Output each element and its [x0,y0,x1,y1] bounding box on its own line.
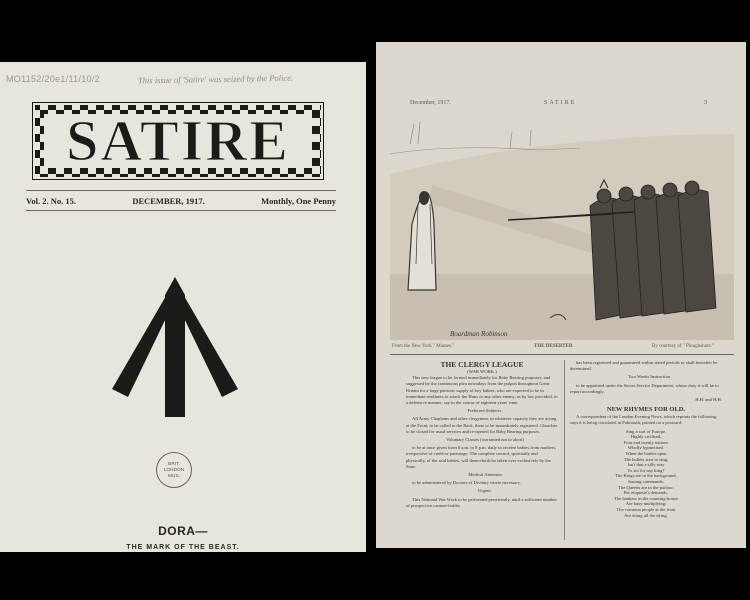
verse-line: Are busy multiplying; [625,501,667,507]
issue-date: DECEMBER, 1917. [132,196,205,206]
masthead-logo [32,102,324,180]
issue-line [26,196,336,206]
verse-line: The Queens are in the parlour, [618,484,674,490]
verse-line: The bankers in the counting-house [614,495,678,501]
verse-line: Are doing all the dying. [624,512,668,518]
library-stamp: BRIT. LONDON MUS. [156,452,192,488]
article-subtitle: (WAR WORK.) [467,369,497,374]
deserter-illustration [390,114,734,340]
caption-rule [390,354,734,355]
continuation-paragraph: to be appointed under the Secret Service Department, whose duty it will be to report accordingly. [570,382,719,394]
article-paragraph: to be administered by Doctors of Divinity where necessary. [412,480,522,486]
page-header-title: SATIRE [544,100,577,106]
artist-signature: Boardman Robinson [450,330,508,338]
page-header-date: December, 1917. [410,100,451,106]
issue-price: Monthly, One Penny [261,196,336,206]
verse-line: The common people at the front [616,506,676,512]
inner-page [376,42,746,548]
rhymes-title: NEW RHYMES FOR OLD. [606,406,686,414]
rhymes-verse [570,429,722,519]
verse-line: Sing a sort of Europe, [625,428,667,434]
cover-title: DORA— [158,524,208,538]
masthead-rule-bottom [26,210,336,211]
archive-reference: MO1152/20e1/11/10/2 [6,74,100,84]
article-title: THE CLERGY LEAGUE [440,360,524,369]
masthead-rule-top [26,190,336,191]
issue-volume: Vol. 2. No. 15. [26,196,76,206]
article-subheading: Urgent. [478,488,492,494]
broad-arrow-icon [110,277,240,417]
caption-title: THE DESERTER [534,344,573,349]
article-paragraph: This new league to be formed immediately for Baby Rearing purposes, and suggested by the continuous plea nowadays from the pulpits throughout Great Britain for a large patriotic supply of boy babies, who are expected to be in immediate readiness to attack the Huns or any other enemy, as by law provided, in a defensive manner, say in the course of eighteen years' time. [406,375,558,406]
continuation-paragraph: has been registered and guaranteed within stated periods or shall hereafter be determined. [570,360,718,372]
continuation-subheading: Two Weeks Instruction [627,374,671,380]
verse-line: Highly civilised, [630,434,662,440]
verse-line: Per etiquette's demands. [623,490,669,496]
verse-line: When the battles open [625,451,667,456]
cover-subtitle: THE MARK OF THE BEAST. [126,544,240,551]
masthead-title: SATIRE [66,108,290,173]
article-paragraph: All Army Chaplains and other clergymen, in whatever capacity they are acting at the Front, to be called to the Back, there to be immediately registered. Churches to be closed for usual services and re-opened for Baby Rearing purposes. [406,416,558,434]
verse-line: Isn't that a silly way [627,462,665,468]
caption-source: From the New York " Masses." [392,344,455,349]
verse-line: Wholly hypnotised. [627,445,665,451]
continuation-signature: H.H. and H.H. [695,397,722,403]
handwritten-note: This issue of 'Satire' was seized by the Police. [137,72,294,86]
verse-line: To act for any king? [627,467,665,473]
rhymes-column [570,360,722,518]
rhymes-intro: A correspondent of the London Evening News, which reprints the following, says it is being circulated in Falmouth, printed on a postcard: [570,414,718,426]
article-subheading: Preferred Subjects. [467,408,503,414]
verse-line: The bullets start to sing; [623,456,669,462]
verse-line: The Kings are in the background, [615,473,677,479]
column-divider [564,360,565,540]
article-paragraph: to be at once given from 8 a.m. to 8 p.m. daily to receive babies from mothers, irrespective of creed or parentage. The complete control, spiritually and physically, of the said babies, will thenceforth be taken over exclusively by the State. [406,445,557,469]
page-number: 3 [704,100,707,106]
caption-credit: By courtesy of " Ploughshare." [652,344,714,349]
verse-line: Four and twenty nations [623,439,669,445]
article-subheading: Voluntary Classes (warranted not to abort) [446,437,524,443]
article-paragraph: This National War Work to be performed persistently, until a sufficient number of prospective cannon-fodder [406,496,557,508]
verse-line: Issuing commands; [628,478,664,484]
article-subheading: Medical Attention [468,472,502,478]
cover-page [0,62,366,552]
clergy-league-article [406,360,558,511]
